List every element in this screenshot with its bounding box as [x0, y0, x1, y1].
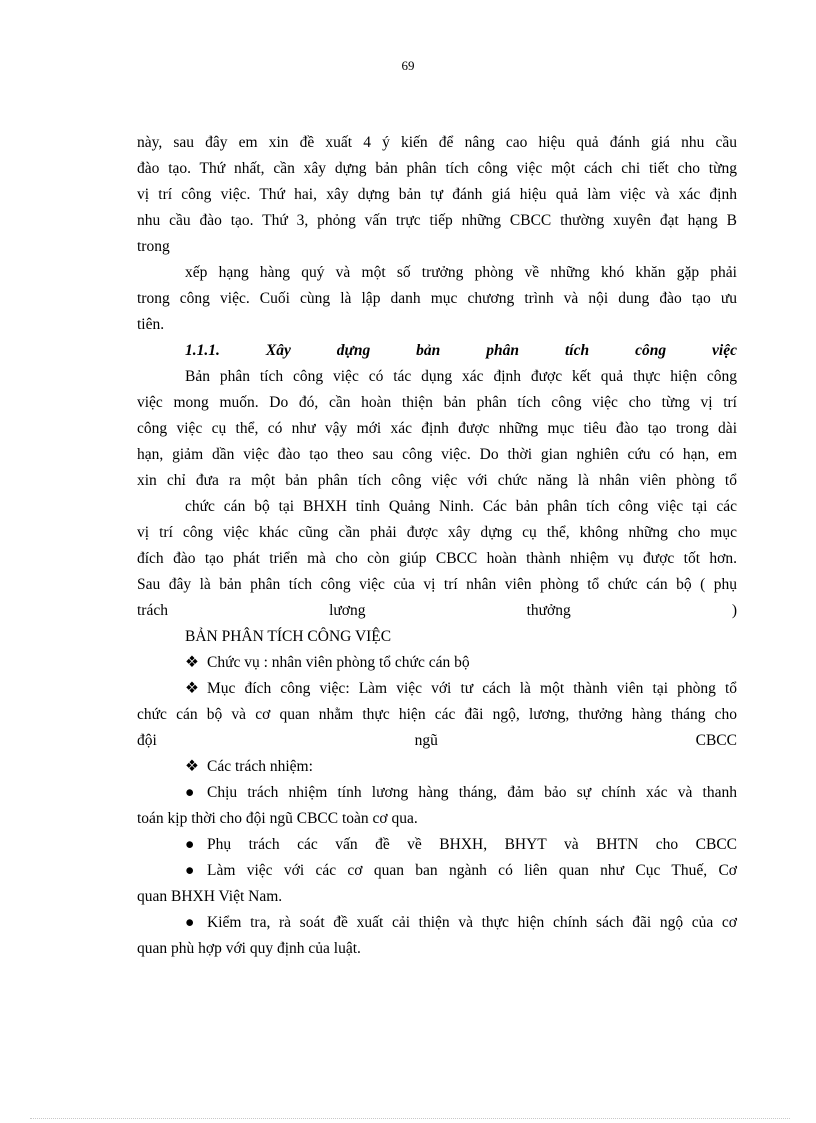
text-line: đào tạo. Thứ nhất, cần xây dựng bản phân tích công việc một cách chi tiết cho từng — [137, 160, 737, 177]
list-item — [137, 650, 737, 676]
list-item — [137, 832, 737, 858]
dot-bullet-icon: ● — [185, 914, 195, 931]
text-line: công việc cụ thể, có như vậy mới xác định được những mục tiêu đào tạo trong dài — [137, 420, 737, 437]
text-line: vị trí công việc khác cũng cần phải được xây dựng cụ thể, không những cho mục — [137, 524, 737, 541]
diamond-bullet-icon: ❖ — [185, 758, 199, 775]
text-line: trong — [137, 238, 170, 255]
text-line: xếp hạng hàng quý và một số trưởng phòng về những khó khăn gặp phải — [185, 264, 737, 281]
table-title: BẢN PHÂN TÍCH CÔNG VIỆC — [185, 628, 392, 645]
list-item-text: Mục đích công việc: Làm việc với tư cách là một thành viên tại phòng tổ — [207, 680, 737, 697]
text-line: trong công việc. Cuối cùng là lập danh mục chương trình và nội dung đào tạo ưu — [137, 290, 737, 307]
text-line: chức cán bộ tại BHXH tỉnh Quảng Ninh. Các bản phân tích công việc tại các — [185, 498, 737, 515]
dot-bullet-icon: ● — [185, 862, 195, 879]
text-line: vị trí công việc. Thứ hai, xây dựng bản tự đánh giá hiệu quả làm việc và xác định — [137, 186, 737, 203]
list-item — [137, 780, 737, 806]
dot-bullet-icon: ● — [185, 836, 195, 853]
text-line: trách lương thưởng ) — [137, 602, 737, 619]
text-line: tiên. — [137, 316, 165, 333]
list-item — [137, 858, 737, 884]
section-heading: 1.1.1. Xây dựng bản phân tích công việc — [185, 342, 737, 359]
document-body — [137, 130, 737, 962]
text-line: đích đào tạo phát triển mà cho còn giúp CBCC hoàn thành nhiệm vụ được tốt hơn. — [137, 550, 737, 567]
text-line: việc mong muốn. Do đó, cần hoàn thiện bản phân tích công việc cho từng vị trí — [137, 394, 737, 411]
text-line: hạn, giảm dần việc đào tạo theo sau công việc. Do thời gian nghiên cứu có hạn, em — [137, 446, 737, 463]
text-line: đội ngũ CBCC — [137, 732, 737, 749]
text-line: Bản phân tích công việc có tác dụng xác định được kết quả thực hiện công — [185, 368, 737, 385]
list-item-text: Chịu trách nhiệm tính lương hàng tháng, đảm bảo sự chính xác và thanh — [207, 784, 737, 801]
text-line: toán kịp thời cho đội ngũ CBCC toàn cơ qua. — [137, 810, 418, 827]
text-line: quan phù hợp với quy định của luật. — [137, 940, 361, 957]
text-line: xin chỉ đưa ra một bản phân tích công việc với chức năng là nhân viên phòng tổ — [137, 472, 737, 489]
text-line: chức cán bộ và cơ quan nhằm thực hiện các đãi ngộ, lương, thưởng hàng tháng cho — [137, 706, 737, 723]
text-line: nhu cầu đào tạo. Thứ 3, phỏng vấn trực tiếp những CBCC thường xuyên đạt hạng B — [137, 212, 737, 229]
page-number: 69 — [401, 58, 415, 73]
diamond-bullet-icon: ❖ — [185, 654, 199, 671]
diamond-bullet-icon: ❖ — [185, 680, 199, 697]
list-item-text: Các trách nhiệm: — [207, 758, 313, 775]
list-item-text: Kiểm tra, rà soát đề xuất cải thiện và thực hiện chính sách đãi ngộ của cơ — [207, 914, 737, 931]
list-item-text: Phụ trách các vấn đề về BHXH, BHYT và BHTN cho CBCC — [207, 836, 737, 853]
list-item-text: Làm việc với các cơ quan ban ngành có liên quan như Cục Thuế, Cơ — [207, 862, 737, 879]
list-item-text: Chức vụ : nhân viên phòng tổ chức cán bộ — [207, 654, 470, 671]
list-item — [137, 676, 737, 702]
dot-bullet-icon: ● — [185, 784, 195, 801]
text-line: quan BHXH Việt Nam. — [137, 888, 283, 905]
text-line: này, sau đây em xin đề xuất 4 ý kiến để nâng cao hiệu quả đánh giá nhu cầu — [137, 134, 737, 151]
page-bottom-divider — [30, 1118, 790, 1119]
list-item — [137, 910, 737, 936]
list-item — [137, 754, 737, 780]
text-line: Sau đây là bản phân tích công việc của vị trí nhân viên phòng tổ chức cán bộ ( phụ — [137, 576, 737, 593]
